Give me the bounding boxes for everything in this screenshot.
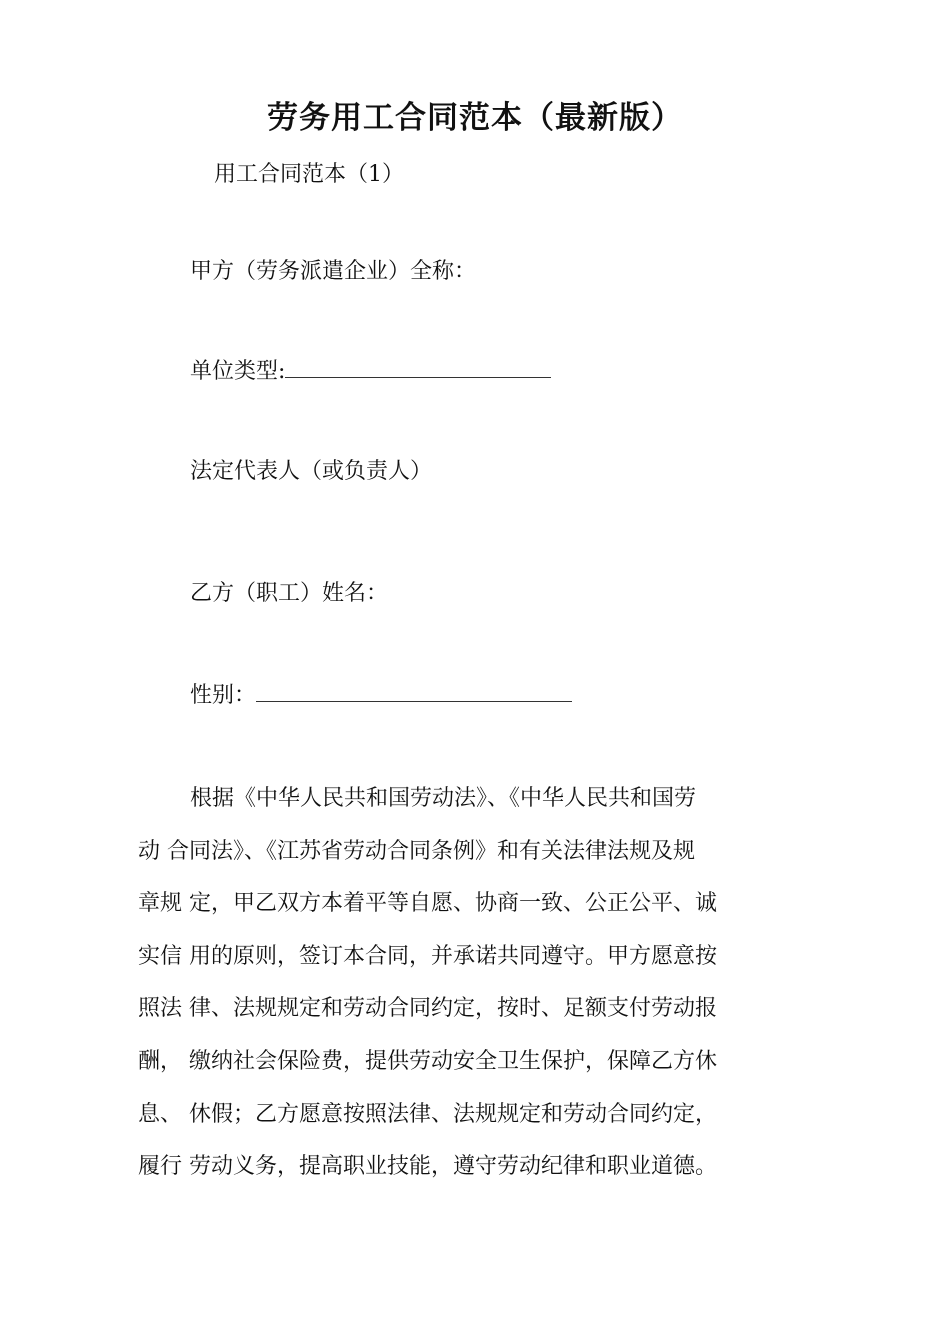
unit-type-field [190,354,551,385]
paragraph-line: 动 合同法》、《江苏省劳动合同条例》和有关法律法规及规 [138,838,695,864]
document-title: 劳务用工合同范本（最新版） [267,100,683,136]
document-subtitle: 用工合同范本（1） [214,162,404,187]
paragraph-line: 实信 用的原则，签订本合同，并承诺共同遵守。甲方愿意按 [138,943,717,969]
paragraph-line: 酬， 缴纳社会保险费，提供劳动安全卫生保护，保障乙方休 [138,1048,717,1074]
paragraph-line: 章规 定，甲乙双方本着平等自愿、协商一致、公正公平、诚 [138,891,717,917]
gender-label: 性别： [190,683,257,708]
gender-blank [256,679,572,702]
paragraph-line: 根据《中华人民共和国劳动法》、《中华人民共和国劳 [190,786,697,811]
party-a-label: 甲方（劳务派遣企业）全称： [190,259,477,284]
contract-preamble [138,773,818,1194]
legal-rep-label: 法定代表人（或负责人） [190,459,433,484]
unit-type-blank [285,355,551,378]
legal-rep-field [190,454,432,485]
paragraph-line: 照法 律、法规规定和劳动合同约定，按时、足额支付劳动报 [138,996,717,1022]
unit-type-label: 单位类型: [190,359,286,384]
paragraph-line: 息、 休假；乙方愿意按照法律、法规规定和劳动合同约定， [138,1101,717,1127]
party-b-field [190,576,388,607]
party-a-field [190,254,476,285]
gender-field [190,678,572,709]
paragraph-line: 履行 劳动义务，提高职业技能，遵守劳动纪律和职业道德。 [138,1154,717,1180]
party-b-label: 乙方（职工）姓名： [190,581,389,606]
